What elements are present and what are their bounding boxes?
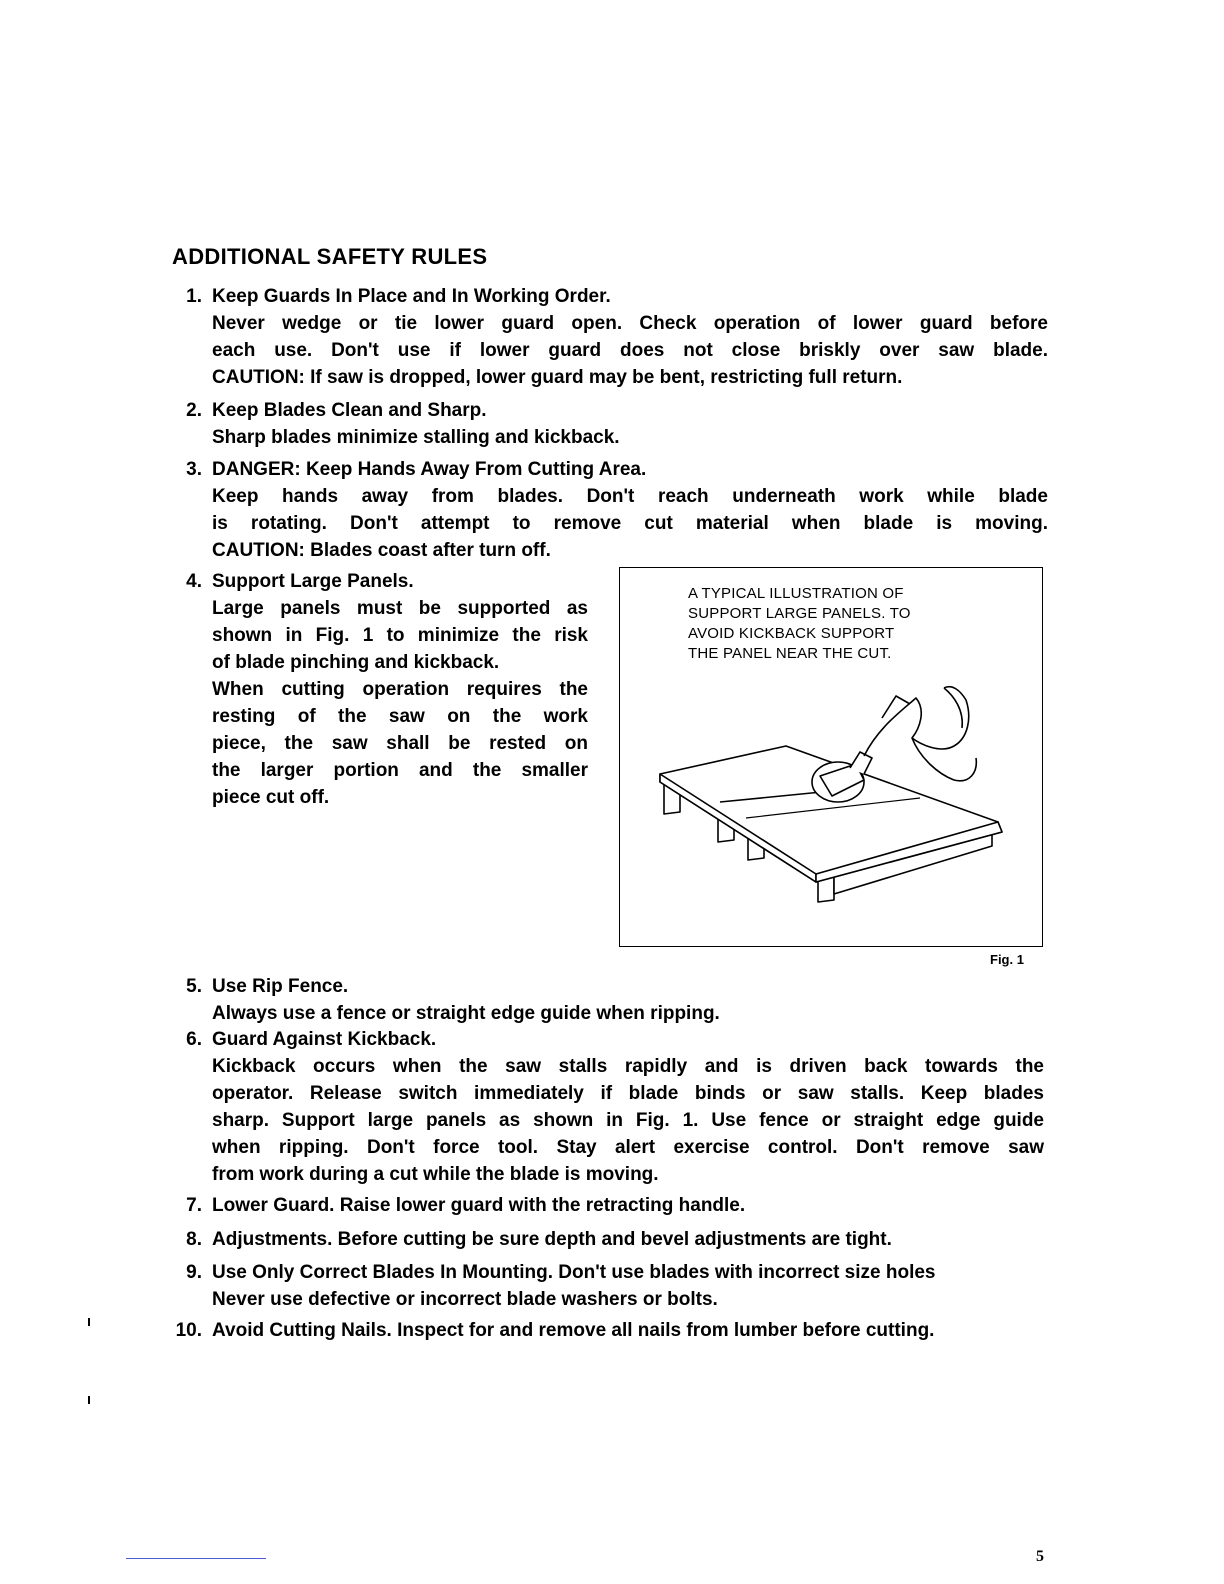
rule-10: [175, 1317, 1048, 1344]
rule-title: Guard Against Kickback.: [212, 1029, 437, 1050]
rule-title: Keep Guards In Place and In Working Order.: [212, 286, 611, 307]
panel-support-illustration: [620, 568, 1042, 946]
rule-8: [186, 1226, 1048, 1253]
rule-title: Use Rip Fence.: [212, 976, 349, 997]
rule-text-line: Use Only Correct Blades In Mounting. Don't use blades with incorrect size holes: [212, 1262, 936, 1283]
rule-number: 5.: [186, 976, 202, 997]
rule-number: 9.: [186, 1262, 202, 1283]
rule-text-line: Keep hands away from blades. Don't reach underneath work while blade: [212, 486, 1048, 507]
rule-text-line: When cutting operation requires the: [212, 679, 588, 700]
figure-caption-line: THE PANEL NEAR THE CUT.: [688, 645, 892, 662]
rule-number: 8.: [186, 1229, 202, 1250]
rule-1: [186, 283, 1048, 391]
rule-text-line: CAUTION: Blades coast after turn off.: [212, 540, 551, 561]
rule-text-line: is rotating. Don't attempt to remove cut material when blade is moving.: [212, 513, 1048, 534]
rule-number: 3.: [186, 459, 202, 480]
rule-4: [186, 568, 588, 811]
rule-text-line: operator. Release switch immediately if blade binds or saw stalls. Keep blades: [212, 1083, 1044, 1104]
rule-text-line: Avoid Cutting Nails. Inspect for and remove all nails from lumber before cutting.: [212, 1320, 935, 1341]
rule-text-line: Large panels must be supported as: [212, 598, 588, 619]
rule-text-line: each use. Don't use if lower guard does not close briskly over saw blade.: [212, 340, 1048, 361]
rule-title: DANGER: Keep Hands Away From Cutting Area.: [212, 459, 647, 480]
rule-text-line: shown in Fig. 1 to minimize the risk: [212, 625, 588, 646]
rule-text-line: from work during a cut while the blade is moving.: [212, 1164, 659, 1185]
rule-number: 4.: [186, 571, 202, 592]
rule-9: [186, 1259, 1048, 1313]
rule-text-line: Always use a fence or straight edge guide when ripping.: [212, 1003, 720, 1024]
figure-label: Fig. 1: [990, 952, 1024, 967]
rule-title: Keep Blades Clean and Sharp.: [212, 400, 487, 421]
rule-number: 7.: [186, 1195, 202, 1216]
figure-1: [619, 567, 1043, 947]
rule-number: 6.: [186, 1029, 202, 1050]
rule-text-line: of blade pinching and kickback.: [212, 652, 500, 673]
rule-5: [186, 973, 1048, 1027]
rule-text-line: piece cut off.: [212, 787, 330, 808]
scan-mark: [88, 1318, 90, 1326]
rule-text-line: piece, the saw shall be rested on: [212, 733, 588, 754]
rule-text-line: Kickback occurs when the saw stalls rapidly and is driven back towards the: [212, 1056, 1044, 1077]
rule-text-line: resting of the saw on the work: [212, 706, 588, 727]
rule-number: 10.: [175, 1320, 202, 1341]
rule-text-line: the larger portion and the smaller: [212, 760, 588, 781]
rule-text-line: Never wedge or tie lower guard open. Check operation of lower guard before: [212, 313, 1048, 334]
figure-caption-line: AVOID KICKBACK SUPPORT: [688, 625, 895, 642]
rule-text-line: Sharp blades minimize stalling and kickback.: [212, 427, 620, 448]
rule-6: [186, 1026, 1044, 1188]
page-heading: ADDITIONAL SAFETY RULES: [172, 244, 488, 269]
rule-title: Support Large Panels.: [212, 571, 414, 592]
scan-mark: [88, 1396, 90, 1404]
rule-text-line: Adjustments. Before cutting be sure depth and bevel adjustments are tight.: [212, 1229, 892, 1250]
figure-caption-line: A TYPICAL ILLUSTRATION OF: [688, 585, 904, 602]
page-number: 5: [1036, 1548, 1044, 1565]
footer-rule: [126, 1558, 266, 1559]
rule-text-line: Never use defective or incorrect blade washers or bolts.: [212, 1289, 718, 1310]
rule-number: 1.: [186, 286, 202, 307]
rule-text-line: CAUTION: If saw is dropped, lower guard may be bent, restricting full return.: [212, 367, 903, 388]
rule-text-line: sharp. Support large panels as shown in Fig. 1. Use fence or straight edge guide: [212, 1110, 1044, 1131]
rule-text-line: when ripping. Don't force tool. Stay alert exercise control. Don't remove saw: [212, 1137, 1044, 1158]
rule-number: 2.: [186, 400, 202, 421]
rule-7: [186, 1192, 1048, 1219]
figure-caption-line: SUPPORT LARGE PANELS. TO: [688, 605, 911, 622]
rule-2: [186, 397, 1048, 451]
rule-text-line: Lower Guard. Raise lower guard with the retracting handle.: [212, 1195, 746, 1216]
rule-3: [186, 456, 1048, 564]
